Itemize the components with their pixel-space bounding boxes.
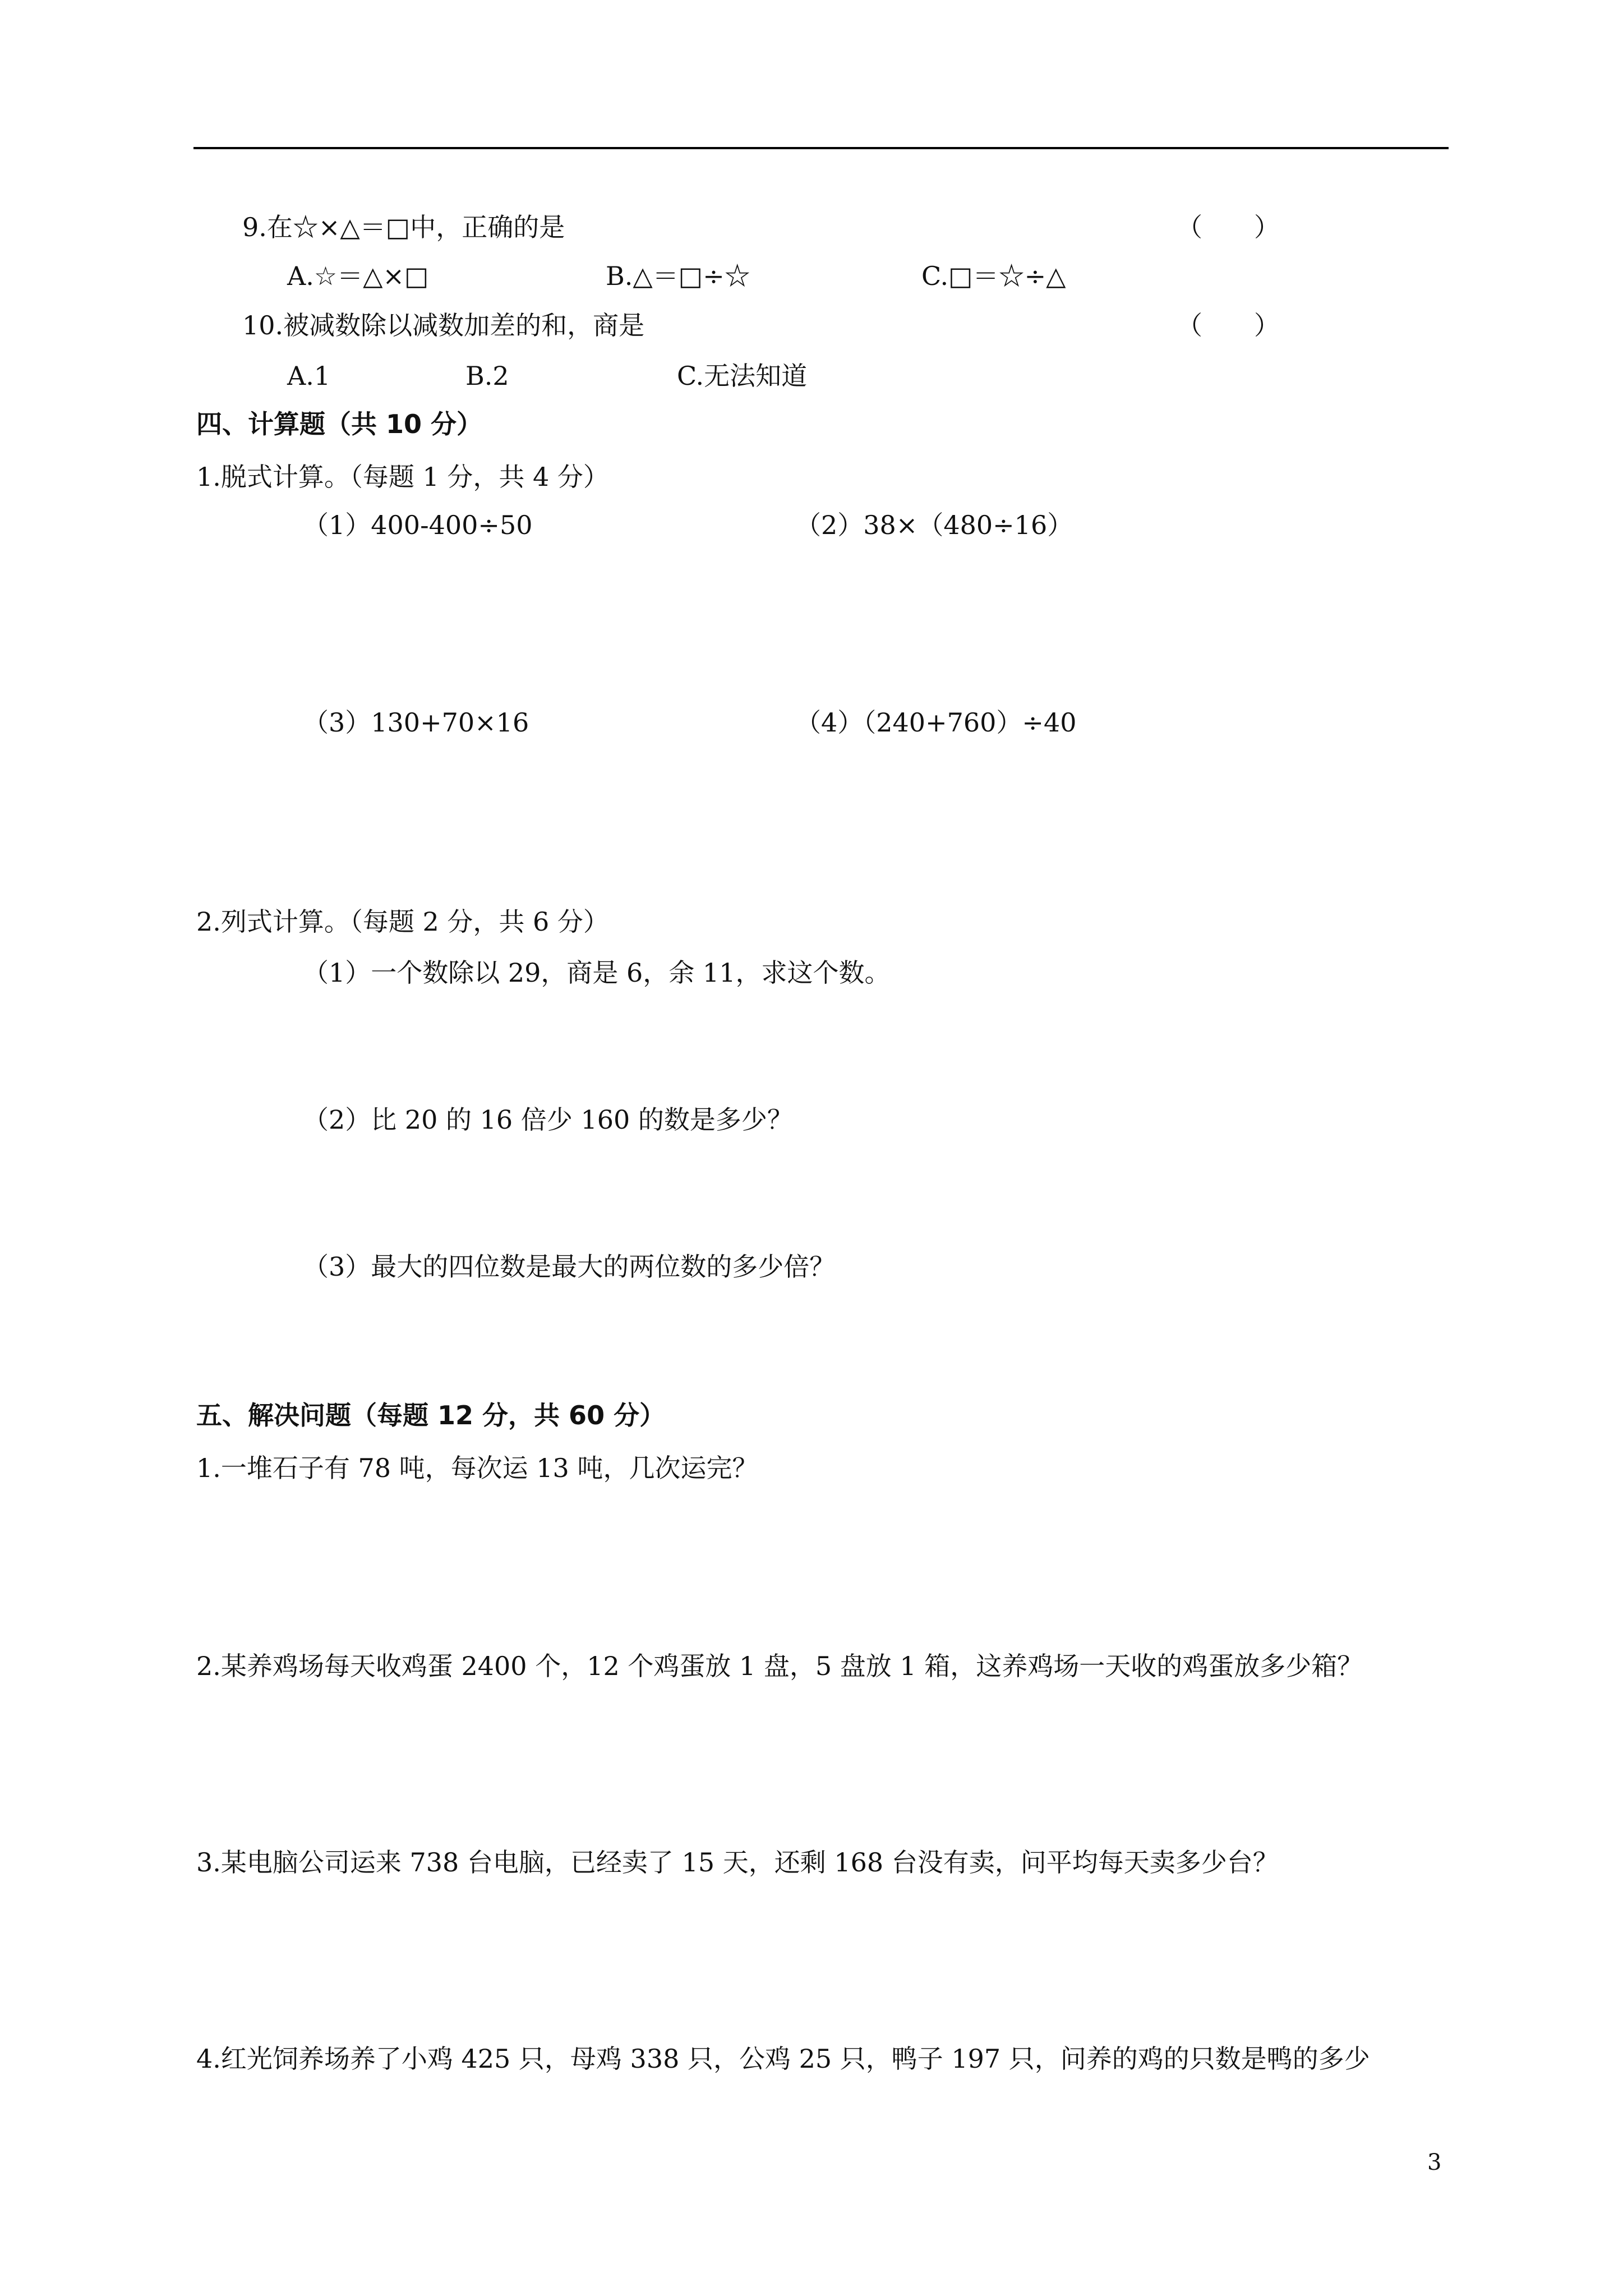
calc-item-2: （2）38×（480÷16） <box>795 510 1073 540</box>
equation-item-1: （1）一个数除以 29，商是 6，余 11，求这个数。 <box>303 958 891 988</box>
section-4-part-1-heading: 1.脱式计算。（每题 1 分，共 4 分） <box>196 462 609 492</box>
section-4-title: 四、计算题（共 10 分） <box>196 409 483 439</box>
calc-item-3: （3）130+70×16 <box>303 707 529 738</box>
question-10-option-c: C.无法知道 <box>677 361 808 391</box>
question-9-option-a: A.☆＝△×□ <box>287 261 429 291</box>
question-10-answer-paren: （ ） <box>1177 310 1280 341</box>
word-problem-2: 2.某养鸡场每天收鸡蛋 2400 个，12 个鸡蛋放 1 盘，5 盘放 1 箱，这养鸡场一天收的鸡蛋放多少箱？ <box>196 1651 1363 1681</box>
equation-item-2: （2）比 20 的 16 倍少 160 的数是多少？ <box>303 1105 793 1135</box>
header-rule <box>193 147 1449 149</box>
question-9-answer-paren: （ ） <box>1177 212 1280 242</box>
word-problem-4: 4.红光饲养场养了小鸡 425 只，母鸡 338 只，公鸡 25 只，鸭子 197 只，问养的鸡的只数是鸭的多少 <box>196 2044 1370 2074</box>
question-10-option-b: B.2 <box>465 361 509 391</box>
section-5-title: 五、解决问题（每题 12 分，共 60 分） <box>196 1400 666 1430</box>
word-problem-1: 1.一堆石子有 78 吨，每次运 13 吨，几次运完？ <box>196 1453 758 1483</box>
calc-item-1: （1）400-400÷50 <box>303 510 533 540</box>
page-number: 3 <box>1427 2150 1442 2175</box>
word-problem-3: 3.某电脑公司运来 738 台电脑，已经卖了 15 天，还剩 168 台没有卖，问平均每天卖多少台？ <box>196 1847 1279 1878</box>
question-9-option-c: C.□＝☆÷△ <box>921 261 1066 291</box>
question-10-option-a: A.1 <box>287 361 331 391</box>
question-9-option-b: B.△＝□÷☆ <box>606 261 750 291</box>
question-9-stem: 9.在☆×△＝□中，正确的是 <box>242 212 565 242</box>
calc-item-4: （4）（240+760）÷40 <box>795 707 1077 738</box>
question-10-stem: 10.被减数除以减数加差的和，商是 <box>242 310 645 341</box>
section-4-part-2-heading: 2.列式计算。（每题 2 分，共 6 分） <box>196 907 609 937</box>
equation-item-3: （3）最大的四位数是最大的两位数的多少倍？ <box>303 1251 836 1282</box>
